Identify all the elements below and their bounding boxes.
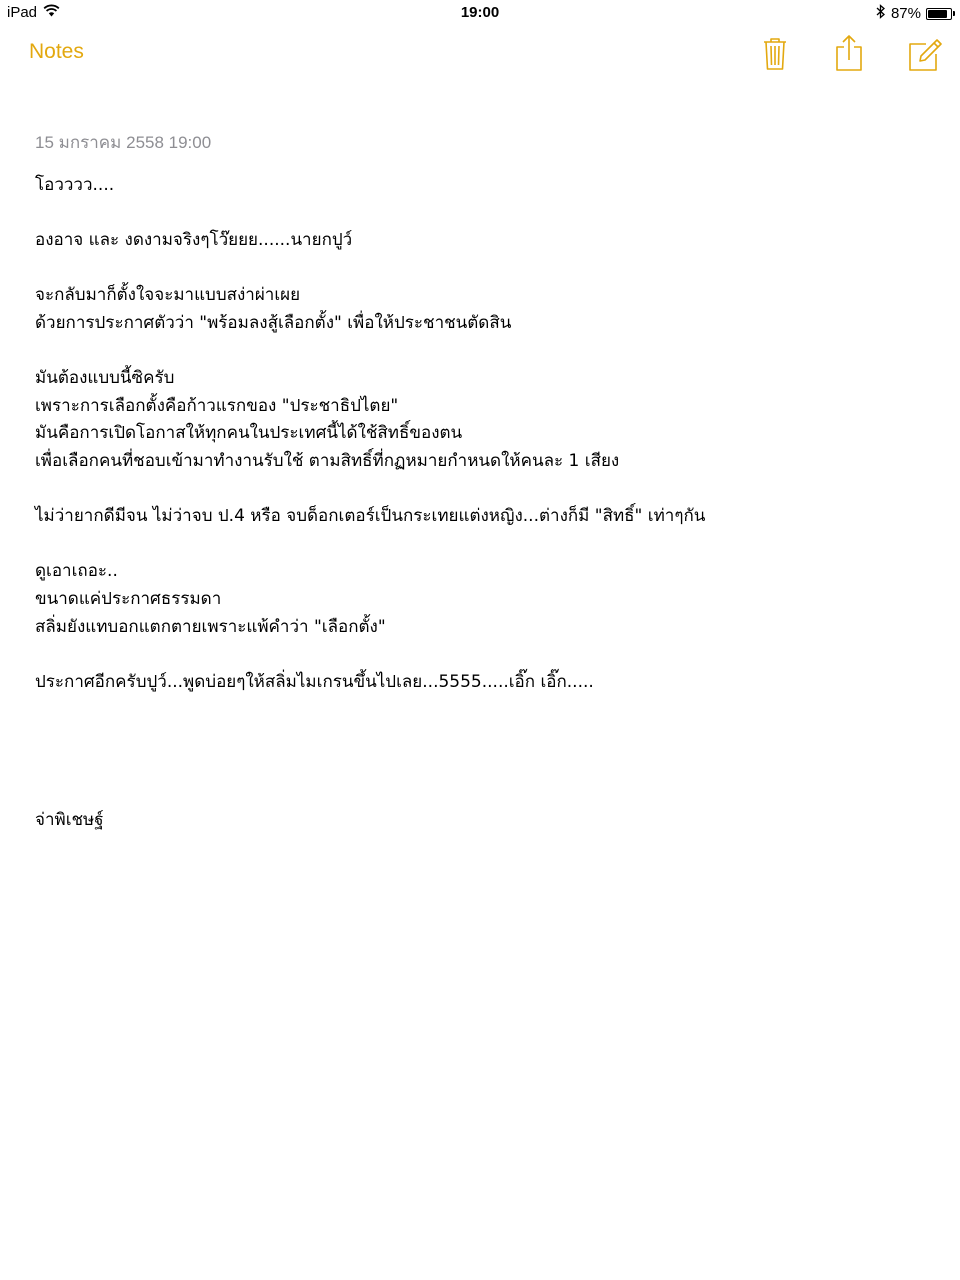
note-line bbox=[35, 751, 925, 779]
battery-level bbox=[928, 10, 947, 18]
note-line: มันคือการเปิดโอกาสให้ทุกคนในประเทศนี้ได้ใช้สิทธิ์ของตน bbox=[35, 423, 463, 444]
note-date: 15 มกราคม 2558 19:00 bbox=[35, 133, 212, 152]
bluetooth-icon bbox=[876, 4, 886, 23]
note-line: ไม่ว่ายากดีมีจน ไม่ว่าจบ ป.4 หรือ จบด็อกเตอร์เป็นกระเทยแต่งหญิง...ต่างก็มี "สิทธิ์" เท่าๆกัน bbox=[35, 506, 706, 527]
share-icon[interactable] bbox=[830, 34, 868, 72]
note-line: ดูเอาเถอะ.. bbox=[35, 561, 118, 582]
nav-actions bbox=[756, 34, 942, 72]
note-line: จ่าพิเชษฐ์ bbox=[35, 809, 104, 830]
note-text[interactable] bbox=[35, 172, 925, 834]
note-line: องอาจ และ งดงามจริงๆโว๊ยยย......นายกปูว์ bbox=[35, 230, 353, 251]
compose-icon[interactable] bbox=[904, 34, 942, 72]
note-line bbox=[35, 255, 925, 283]
note-line bbox=[35, 200, 925, 228]
note-line: ด้วยการประกาศตัวว่า "พร้อมลงสู้เลือกตั้ง" เพื่อให้ประชาชนตัดสิน bbox=[35, 312, 512, 333]
battery-percent: 87% bbox=[890, 5, 921, 22]
device-name: iPad bbox=[7, 4, 38, 21]
note-line: ประกาศอีกครับปูว์...พูดบ่อยๆให้สลิ่มไมเกรนขึ้นไปเลย...5555.....เอิ๊ก เอิ๊ก..... bbox=[35, 671, 594, 692]
note-line: เพราะการเลือกตั้งคือก้าวแรกของ "ประชาธิปไตย" bbox=[35, 395, 399, 416]
battery-icon bbox=[926, 8, 952, 20]
note-line bbox=[35, 338, 925, 366]
note-line bbox=[35, 696, 925, 724]
status-right bbox=[876, 4, 952, 23]
note-line bbox=[35, 724, 925, 752]
note-line bbox=[35, 779, 925, 807]
nav-bar bbox=[0, 26, 960, 80]
note-line: เพื่อเลือกคนที่ชอบเข้ามาทำงานรับใช้ ตามสิทธิ์ที่กฏหมายกำหนดให้คนละ 1 เสียง bbox=[35, 450, 620, 471]
trash-icon[interactable] bbox=[756, 34, 794, 72]
note-line: จะกลับมาก็ตั้งใจจะมาแบบสง่าผ่าเผย bbox=[35, 285, 301, 306]
notes-back-button[interactable]: Notes bbox=[29, 40, 84, 63]
note-line: สลิ่มยังแทบอกแตกตายเพราะแพ้คำว่า "เลือกตั้ง" bbox=[35, 616, 386, 637]
status-time: 19:00 bbox=[460, 4, 500, 21]
note-line: ขนาดแค่ประกาศธรรมดา bbox=[35, 588, 222, 609]
note-line: มันต้องแบบนี้ซิครับ bbox=[35, 368, 175, 389]
note-line: โอวววว.... bbox=[35, 175, 115, 195]
note-line bbox=[35, 641, 925, 669]
note-line bbox=[35, 476, 925, 504]
note-body[interactable] bbox=[35, 130, 925, 834]
note-line bbox=[35, 531, 925, 559]
status-bar bbox=[0, 0, 960, 26]
